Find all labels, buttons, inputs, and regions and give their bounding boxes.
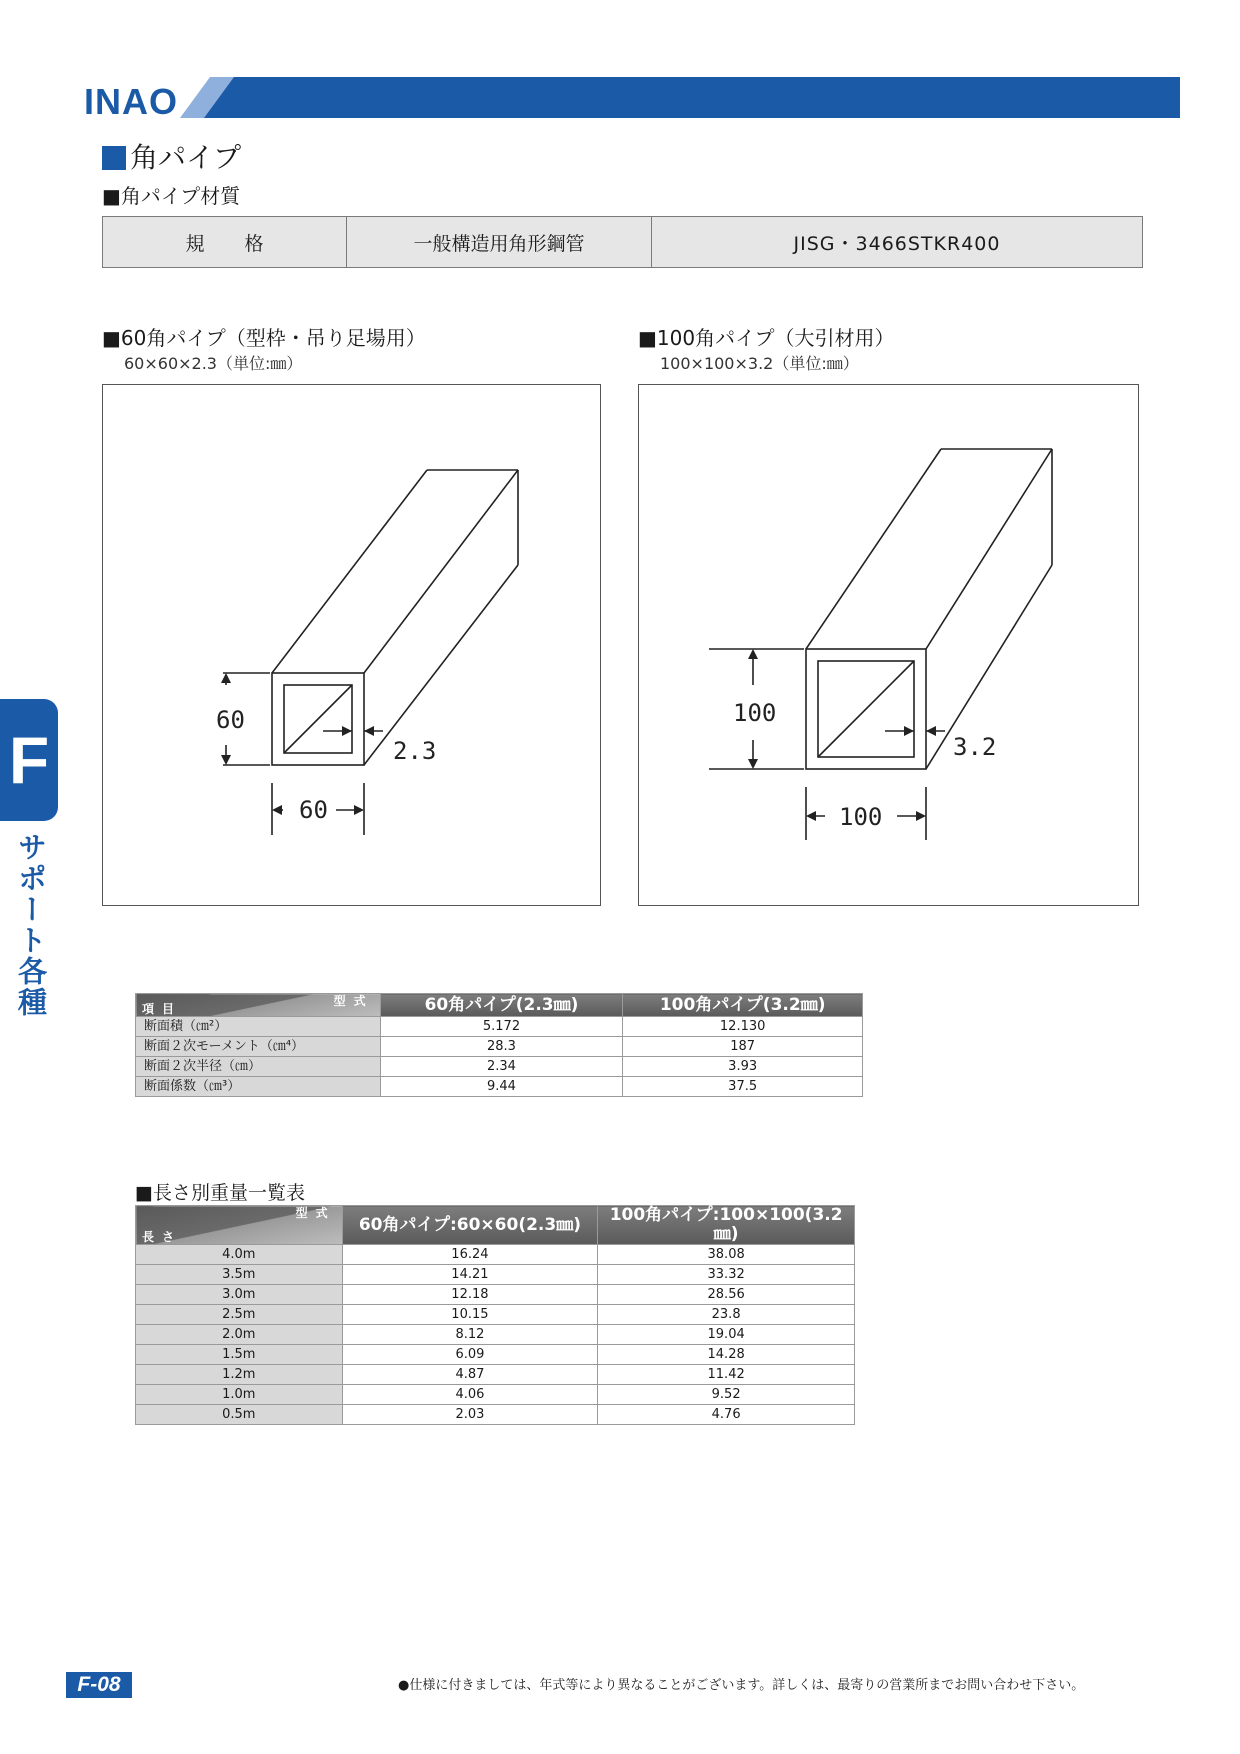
corner-row-label: 長さ <box>142 1230 183 1244</box>
table-row <box>136 1365 855 1385</box>
cell-value: 6.09 <box>342 1345 598 1365</box>
table-row <box>136 1037 863 1057</box>
pipe60-drawing <box>102 384 601 906</box>
pipe60-width-label: 60 <box>299 796 328 824</box>
cell-value: 2.03 <box>342 1405 598 1425</box>
table-corner-cell <box>136 994 381 1017</box>
cell-value: 12.130 <box>623 1017 863 1037</box>
table-row <box>136 1245 855 1265</box>
material-spec-table <box>102 216 1143 268</box>
spec-name-cell: 一般構造用角形鋼管 <box>347 217 652 267</box>
row-label: 4.0m <box>136 1245 343 1265</box>
section-tab: F <box>0 699 58 821</box>
column-header: 100角パイプ(3.2㎜) <box>623 994 863 1017</box>
pipe100-dimensions: 100×100×3.2（単位:㎜） <box>660 354 859 373</box>
cell-value: 37.5 <box>623 1077 863 1097</box>
title-square-icon <box>102 146 126 170</box>
cell-value: 28.3 <box>380 1037 623 1057</box>
material-heading: ■ 角パイプ材質 <box>102 184 240 208</box>
company-logo: INAO <box>84 81 178 122</box>
section-label: サポート各種 <box>14 832 48 1018</box>
cell-value: 19.04 <box>598 1325 855 1345</box>
pipe100-width-label: 100 <box>839 803 883 831</box>
pipe100-height-label: 100 <box>733 699 777 727</box>
cell-value: 4.06 <box>342 1385 598 1405</box>
pipe60-heading: ■ 60角パイプ（型枠・吊り足場用） <box>102 326 426 350</box>
cell-value: 11.42 <box>598 1365 855 1385</box>
row-label: 2.0m <box>136 1325 343 1345</box>
cell-value: 9.44 <box>380 1077 623 1097</box>
table-row <box>136 1345 855 1365</box>
spec-label-cell <box>103 217 347 267</box>
footer-note: ●仕様に付きましては、年式等により異なることがございます。詳しくは、最寄りの営業所までお問い合わせ下さい。 <box>398 1678 1085 1693</box>
cell-value: 3.93 <box>623 1057 863 1077</box>
pipe60-height-label: 60 <box>216 706 245 734</box>
row-label: 0.5m <box>136 1405 343 1425</box>
cell-value: 16.24 <box>342 1245 598 1265</box>
header-bar <box>180 77 1180 118</box>
pipe100-thickness-label: 3.2 <box>953 733 997 761</box>
cell-value: 33.32 <box>598 1265 855 1285</box>
cell-value: 5.172 <box>380 1017 623 1037</box>
table-row <box>136 1057 863 1077</box>
section-properties-table <box>135 993 863 1097</box>
pipe60-thickness-label: 2.3 <box>393 737 437 765</box>
row-label: 2.5m <box>136 1305 343 1325</box>
table-row <box>136 1405 855 1425</box>
weight-table <box>135 1205 855 1425</box>
corner-col-label: 型式 <box>295 1206 336 1220</box>
pipe100-heading: ■ 100角パイプ（大引材用） <box>638 326 894 350</box>
table-row <box>136 1077 863 1097</box>
table-row <box>136 1385 855 1405</box>
page-title-text: 角パイプ <box>130 141 242 174</box>
row-label: 1.5m <box>136 1345 343 1365</box>
page-number: F-08 <box>66 1672 132 1698</box>
row-label: 1.2m <box>136 1365 343 1385</box>
table-row <box>136 1265 855 1285</box>
cell-value: 9.52 <box>598 1385 855 1405</box>
table-row <box>136 1017 863 1037</box>
table-row <box>136 1285 855 1305</box>
cell-value: 10.15 <box>342 1305 598 1325</box>
cell-value: 14.21 <box>342 1265 598 1285</box>
pipe60-dimensions: 60×60×2.3（単位:㎜） <box>124 354 303 373</box>
corner-col-label: 型式 <box>333 994 374 1008</box>
column-header: 100角パイプ:100×100(3.2㎜) <box>598 1206 855 1245</box>
cell-value: 4.87 <box>342 1365 598 1385</box>
cell-value: 12.18 <box>342 1285 598 1305</box>
row-label: 3.5m <box>136 1265 343 1285</box>
spec-code-cell: JISG・3466STKR400 <box>793 232 1001 255</box>
row-label: 3.0m <box>136 1285 343 1305</box>
pipe100-drawing <box>638 384 1139 906</box>
corner-row-label: 項目 <box>142 1002 183 1016</box>
table-corner-cell <box>136 1206 343 1245</box>
cell-value: 28.56 <box>598 1285 855 1305</box>
cell-value: 23.8 <box>598 1305 855 1325</box>
row-label: 断面係数（㎝³） <box>136 1077 381 1097</box>
cell-value: 8.12 <box>342 1325 598 1345</box>
row-label: 断面２次モーメント（㎝⁴） <box>136 1037 381 1057</box>
spec-label: 規格 <box>185 232 304 255</box>
table-row <box>136 1325 855 1345</box>
cell-value: 4.76 <box>598 1405 855 1425</box>
cell-value: 187 <box>623 1037 863 1057</box>
table-row <box>136 1305 855 1325</box>
column-header: 60角パイプ(2.3㎜) <box>380 994 623 1017</box>
page-title <box>102 140 241 176</box>
cell-value: 2.34 <box>380 1057 623 1077</box>
row-label: 1.0m <box>136 1385 343 1405</box>
cell-value: 14.28 <box>598 1345 855 1365</box>
weight-table-heading: ■ 長さ別重量一覧表 <box>135 1181 305 1205</box>
column-header: 60角パイプ:60×60(2.3㎜) <box>342 1206 598 1245</box>
row-label: 断面２次半径（㎝） <box>136 1057 381 1077</box>
row-label: 断面積（㎝²） <box>136 1017 381 1037</box>
cell-value: 38.08 <box>598 1245 855 1265</box>
